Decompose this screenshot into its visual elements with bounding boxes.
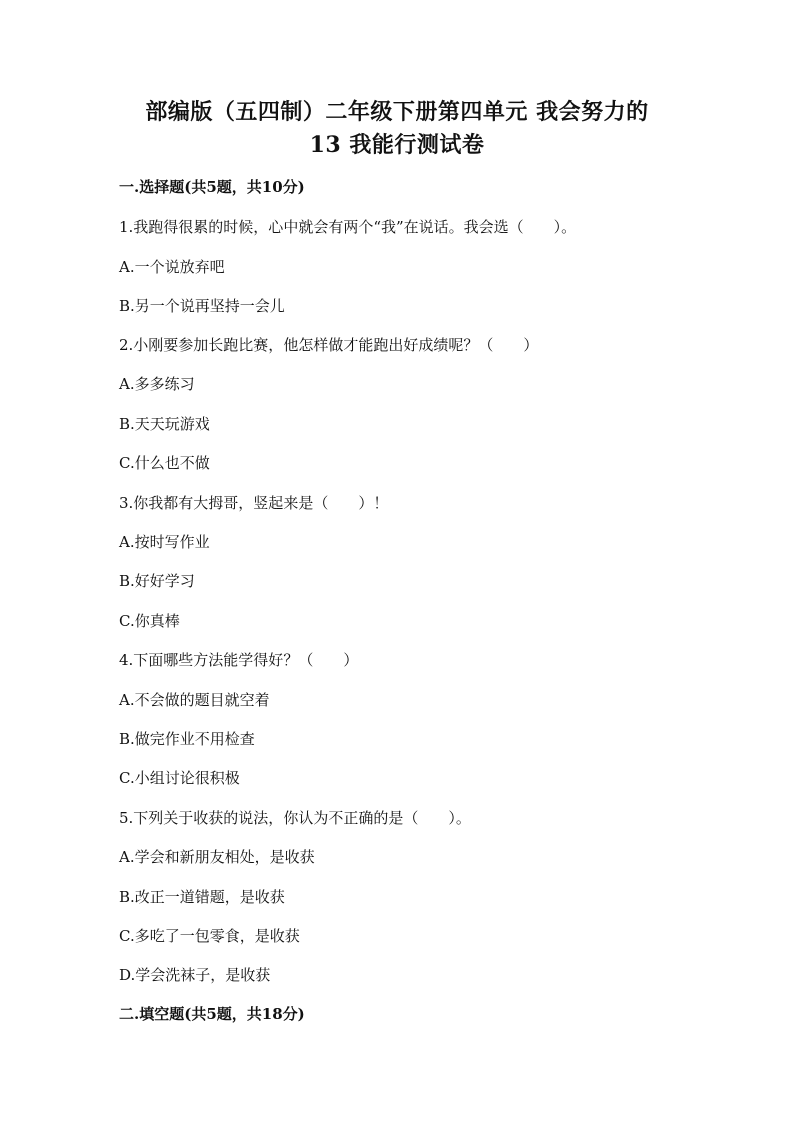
question-5-stem: 5.下列关于收获的说法，你认为不正确的是（ ）。 xyxy=(119,809,471,827)
question-2-stem: 2.小刚要参加长跑比赛，他怎样做才能跑出好成绩呢？（ ） xyxy=(119,336,539,354)
question-2-option-b: B.天天玩游戏 xyxy=(119,415,210,433)
section-heading-choice: 一.选择题(共5题，共10分) xyxy=(119,178,305,196)
exam-title-line-2: 13 我能行测试卷 xyxy=(309,132,485,158)
section-heading-fill-blank: 二.填空题(共5题，共18分) xyxy=(119,1005,305,1023)
question-1-option-b: B.另一个说再坚持一会儿 xyxy=(119,297,285,315)
question-5-option-c: C.多吃了一包零食，是收获 xyxy=(119,927,300,945)
question-1-option-a: A.一个说放弃吧 xyxy=(119,258,225,276)
question-5-option-b: B.改正一道错题，是收获 xyxy=(119,888,285,906)
exam-title-line-1: 部编版（五四制）二年级下册第四单元 我会努力的 xyxy=(145,99,649,125)
question-2-option-a: A.多多练习 xyxy=(119,375,195,393)
question-4-option-c: C.小组讨论很积极 xyxy=(119,769,240,787)
question-4-stem: 4.下面哪些方法能学得好？（ ） xyxy=(119,651,359,669)
question-3-option-c: C.你真棒 xyxy=(119,612,180,630)
question-5-option-a: A.学会和新朋友相处，是收获 xyxy=(119,848,315,866)
question-2-option-c: C.什么也不做 xyxy=(119,454,210,472)
question-3-stem: 3.你我都有大拇哥，竖起来是（ ）！ xyxy=(119,494,389,512)
question-5-option-d: D.学会洗袜子，是收获 xyxy=(119,966,271,984)
question-4-option-b: B.做完作业不用检查 xyxy=(119,730,255,748)
question-3-option-a: A.按时写作业 xyxy=(119,533,210,551)
question-4-option-a: A.不会做的题目就空着 xyxy=(119,691,270,709)
question-3-option-b: B.好好学习 xyxy=(119,572,195,590)
question-1-stem: 1.我跑得很累的时候，心中就会有两个“我”在说话。我会选（ ）。 xyxy=(119,218,577,236)
